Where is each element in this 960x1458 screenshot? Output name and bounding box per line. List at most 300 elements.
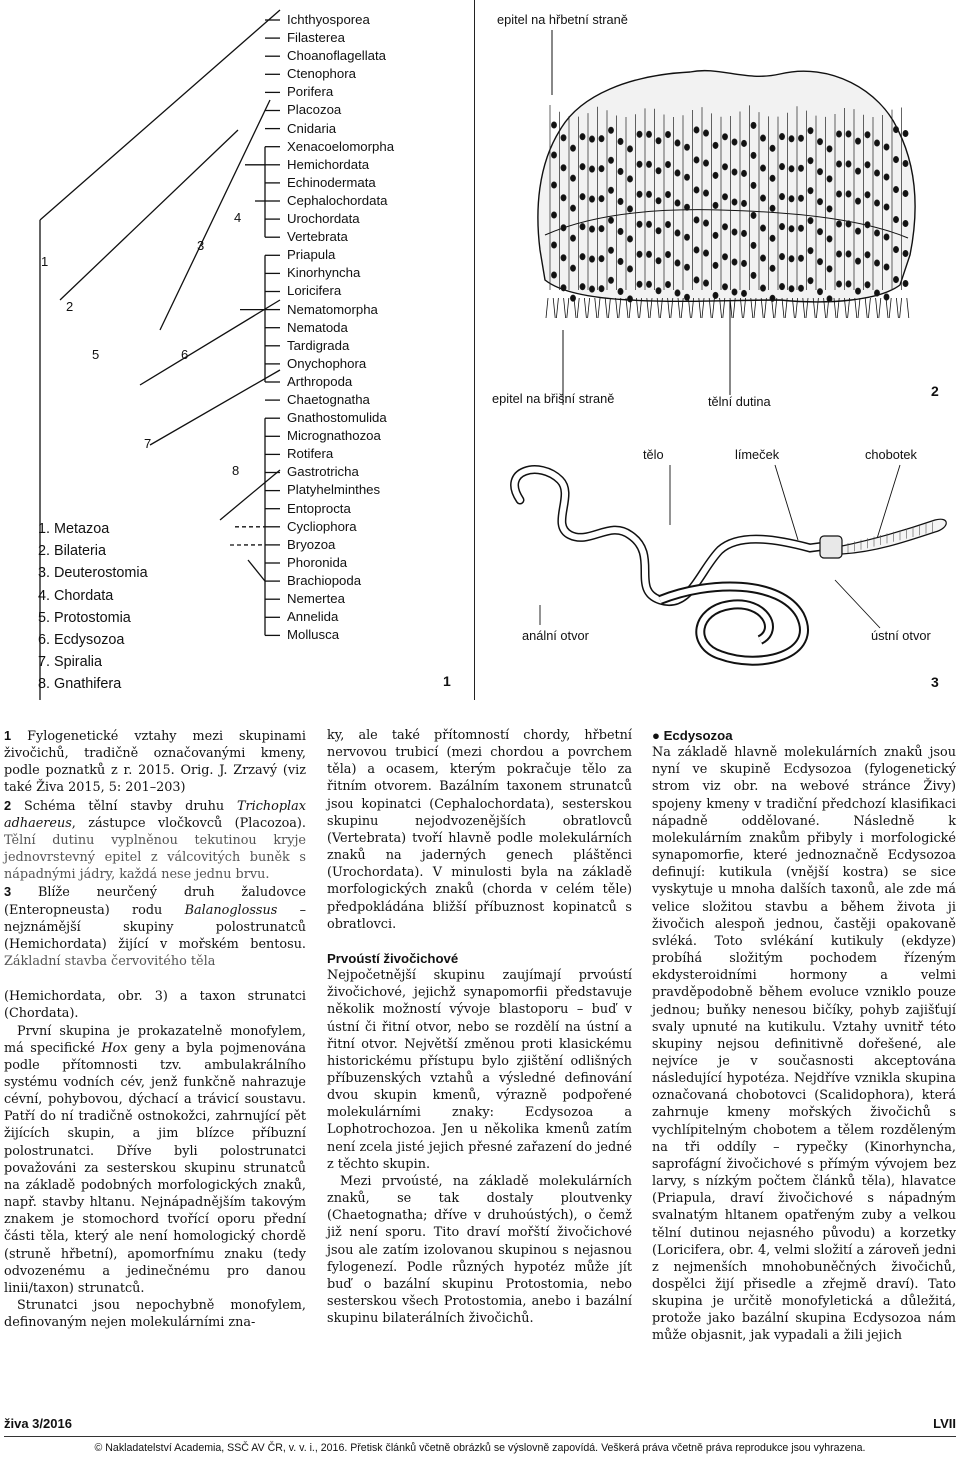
cilium [886,298,888,318]
column-2-paragraph-2: Nejpočetnější skupinu zaujímají prvoústí živočichové, jejichž synapomorfii představuje několik možností vývoje blastoporu – buď v ústní či řitní otvor, nebo se rozdělí na ústní a řitní otvor. Největší změnou proti klasickému historickému přístupu bylo zjištění odlišných příbuzenských vztahů a výsledné definování dvou skupin kmenů, výrazně podpořené molekulárními znaky: Ecdysozoa a Lophotrochozoa. Jen u několika kmenů zatím není zcela jisté jejich přesné zařazení do jedné z těchto skupin. [327,968,632,1172]
cell-nucleus [789,226,794,232]
cell-nucleus [893,276,898,282]
cell-nucleus [589,136,594,142]
cell-nucleus [713,202,718,208]
cell-nucleus [713,142,718,148]
cell-nucleus [608,157,613,163]
cilium [605,298,607,318]
tree-branch [160,100,270,330]
cell-nucleus [741,260,746,266]
cell-nucleus [808,217,813,223]
taxon-label: Porifera [287,84,334,100]
cell-nucleus [865,282,870,288]
cell-nucleus [732,139,737,145]
trichoplax-illustration [480,0,960,440]
label-anus: anální otvor [522,628,589,643]
legend-item: 4. Chordata [38,587,114,604]
cell-nucleus [608,277,613,283]
taxon-label: Nematomorpha [287,301,378,317]
cell-nucleus [580,163,585,169]
cell-nucleus [779,133,784,139]
cell-nucleus [732,229,737,235]
cell-nucleus [789,136,794,142]
cell-nucleus [694,217,699,223]
label-collar: límeček [735,447,780,462]
cell-nucleus [779,223,784,229]
cell-nucleus [665,161,670,167]
cell-nucleus [618,228,623,234]
cell-nucleus [893,156,898,162]
cell-nucleus [646,221,651,227]
cilium [889,298,891,318]
cell-nucleus [741,170,746,176]
legend-item: 7. Spiralia [38,654,102,671]
taxon-label: Phoronida [287,554,348,570]
node-label-1: 1 [41,254,49,269]
cell-nucleus [798,135,803,141]
cilium [761,298,763,318]
tree-branch [248,560,265,581]
column-3 [652,727,956,1345]
cell-nucleus [694,247,699,253]
taxon-label: Choanoflagellata [287,48,386,64]
taxon-label: Cycliophora [287,518,357,534]
cilium [595,298,597,318]
taxon-label: Priapula [287,247,336,263]
cell-nucleus [903,250,908,256]
page-number: LVII [933,1416,956,1431]
cilium [577,298,579,318]
cell-nucleus [827,206,832,212]
cell-nucleus [551,272,556,278]
cilium [553,298,555,318]
cell-nucleus [570,175,575,181]
cell-nucleus [903,130,908,136]
legend-item: 1. Metazoa [38,521,110,537]
cell-nucleus [580,253,585,259]
taxon-label: Placozoa [287,102,342,118]
legend-item: 2. Bilateria [38,543,106,560]
cell-nucleus [656,258,661,264]
cell-nucleus [732,199,737,205]
taxon-label: Urochordata [287,211,360,227]
cell-nucleus [827,236,832,242]
cilium [865,298,867,318]
cell-nucleus [760,165,765,171]
figure-2-number: 2 [931,383,939,399]
cell-nucleus [551,122,556,128]
label-body: tělo [643,447,664,462]
cell-nucleus [722,254,727,260]
taxon-label: Kinorhyncha [287,265,361,281]
cell-nucleus [656,168,661,174]
node-label-6: 6 [181,347,189,362]
cell-nucleus [637,191,642,197]
cell-nucleus [722,194,727,200]
cell-nucleus [836,251,841,257]
cilium [900,298,902,318]
taxon-label: Gnathostomulida [287,410,387,426]
cell-nucleus [675,200,680,206]
cell-nucleus [608,187,613,193]
taxon-label: Ctenophora [287,66,356,82]
cell-nucleus [846,221,851,227]
cell-nucleus [703,160,708,166]
node-label-2: 2 [66,299,74,314]
label-dorsal-epithelium: epitel na hřbetní straně [497,12,628,27]
cell-nucleus [665,221,670,227]
column-1-paragraph-1: (Hemichordata, obr. 3) a taxon strunatci (Chordata). [4,989,306,1022]
cell-nucleus [561,165,566,171]
cell-nucleus [656,228,661,234]
column-2 [327,727,632,1327]
cell-nucleus [551,182,556,188]
cell-nucleus [770,265,775,271]
cell-nucleus [637,281,642,287]
cilium [896,298,898,318]
cell-nucleus [703,220,708,226]
cell-nucleus [570,235,575,241]
cell-nucleus [741,200,746,206]
cell-nucleus [798,195,803,201]
cell-nucleus [627,146,632,152]
cell-nucleus [627,176,632,182]
cell-nucleus [722,164,727,170]
cell-nucleus [713,172,718,178]
cell-nucleus [665,251,670,257]
cilium [751,298,753,318]
cell-nucleus [865,252,870,258]
cell-nucleus [808,277,813,283]
cell-nucleus [570,205,575,211]
cell-nucleus [751,242,756,248]
cell-nucleus [865,222,870,228]
cell-nucleus [808,247,813,253]
bullet-icon: ● [652,728,664,743]
cell-nucleus [684,204,689,210]
cell-nucleus [779,253,784,259]
cell-nucleus [827,176,832,182]
cell-nucleus [618,198,623,204]
cilium [858,298,860,318]
taxon-label: Gastrotricha [287,464,359,480]
tree-branch [60,130,238,300]
cell-nucleus [836,191,841,197]
cell-nucleus [751,182,756,188]
cell-nucleus [865,132,870,138]
cell-nucleus [874,260,879,266]
cell-nucleus [722,134,727,140]
column-1-paragraph-2: První skupina je prokazatelně monofylem, má specifické Hox geny a byla pojmenována podle přítomnosti tzv. ambulakrálního systému vodních cév, jenž funkčně nahrazuje cévní, pohybovou, dýchací a trávicí soustavu. Patří do ní tradičně ostnokožci, zahrnující pět žijících skupin, a jim blízce příbuzní polostrunatci. Dříve byli polostrunatci považováni za sesterskou skupinu strunatců na základě podobných morfologických znaků, např. stavby hltanu. Nejnápadnějším takovým znakem je stomochord tvořící oporu přední části těla, který ale není homologický chordě (struně hřbetní), apomorfnímu znaku (tedy odvozenému a jedinečnému pro danou linii/taxon) strunatců. [4,1023,307,1296]
cell-nucleus [732,259,737,265]
cilium [855,298,857,318]
cell-nucleus [846,281,851,287]
taxon-label: Xenacoelomorpha [287,138,395,154]
tree-branch [40,10,280,220]
tree-branch [140,300,280,385]
cell-nucleus [589,286,594,292]
cell-nucleus [817,168,822,174]
cell-nucleus [760,135,765,141]
cell-nucleus [798,255,803,261]
cell-nucleus [570,265,575,271]
taxon-label: Vertebrata [287,229,348,245]
cell-nucleus [589,196,594,202]
cell-nucleus [789,286,794,292]
cell-nucleus [855,288,860,294]
cell-nucleus [836,161,841,167]
cell-nucleus [836,131,841,137]
tree-branch [220,470,280,520]
taxon-label: Ichthyosporea [287,12,370,27]
column-2-paragraph-1: ky, ale také přítomností chordy, hřbetní nervovou trubicí (mezi chordou a povrchem těla) a ocasem, kterým pokračuje tělo za řitním otvorem. Bazálním taxonem strunatců jsou kopinatci (Cephalochordata), sesterskou skupinu nejodvozenějších obratlovců (Vertebrata) tvoří hlavně podle molekulárních znaků na jaderných genech pláštěnci (Urochordata). V minulosti byla na základě morfologických znaků (chorda v celém těle) předpokládána bližší příbuznost kopinatců s obratlovci. [327,728,632,932]
cell-nucleus [561,225,566,231]
cell-nucleus [836,221,841,227]
taxa-list [287,11,394,644]
cilium [868,298,870,318]
cell-nucleus [741,140,746,146]
cell-nucleus [884,144,889,150]
node-label-4: 4 [234,210,242,225]
cell-nucleus [637,161,642,167]
cell-nucleus [798,165,803,171]
cell-nucleus [903,190,908,196]
column-captions [4,727,306,1331]
cell-nucleus [599,135,604,141]
cell-nucleus [551,242,556,248]
cell-nucleus [741,230,746,236]
cell-nucleus [732,169,737,175]
balanoglossus-illustration [480,440,960,700]
cell-nucleus [637,251,642,257]
taxon-label: Tardigrada [287,337,350,353]
caption-3: 3 Blíže neurčený druh žaludovce (Enteropneusta) rodu Balanoglossus – nejznámější skupiny polostrunatců (Hemichordata) žijící v mořském bentosu. Základní stavba červovitého těla [4,884,306,970]
cilium [588,298,590,318]
cell-nucleus [855,168,860,174]
cell-nucleus [874,170,879,176]
cell-nucleus [580,283,585,289]
journal-issue: živa 3/2016 [4,1416,72,1431]
cell-nucleus [874,140,879,146]
cell-nucleus [694,127,699,133]
cell-nucleus [827,266,832,272]
cell-nucleus [884,264,889,270]
cell-nucleus [656,288,661,294]
cell-nucleus [836,281,841,287]
cell-nucleus [551,212,556,218]
cell-nucleus [893,246,898,252]
cell-nucleus [703,190,708,196]
cell-nucleus [599,285,604,291]
cell-nucleus [760,195,765,201]
cell-nucleus [855,258,860,264]
cell-nucleus [703,250,708,256]
cell-nucleus [599,165,604,171]
cilium [584,298,586,318]
cell-nucleus [855,198,860,204]
taxon-label: Brachiopoda [287,572,362,588]
cell-nucleus [751,272,756,278]
cell-nucleus [599,195,604,201]
taxon-label: Micrognathozoa [287,428,381,444]
cell-nucleus [846,251,851,257]
cilium [907,298,909,318]
cilium [564,298,566,318]
copyright-notice: © Nakladatelství Academia, SSČ AV ČR, v. v. i., 2016. Přetisk článků včetně obrázků se výslovně zapovídá. Veškerá práva včetně práva reprodukce jsou vyhrazena. [94,1442,866,1454]
cell-nucleus [637,221,642,227]
cell-nucleus [656,138,661,144]
caption-2: 2 Schéma tělní stavby druhu Trichoplax adhaereus, zástupce vločkovců (Placozoa). Tělní dutinu vyplněnou tekutinou kryje jednovrstevný epitel z válcovitých buněk s nápadnými jádry, každá nese jednu brvu. [4,797,306,883]
cell-nucleus [846,131,851,137]
cell-nucleus [903,280,908,286]
cell-nucleus [817,198,822,204]
cell-nucleus [570,295,575,301]
cell-nucleus [646,161,651,167]
taxon-label: Chaetognatha [287,391,370,407]
cell-nucleus [561,135,566,141]
cell-nucleus [760,255,765,261]
node-label-3: 3 [197,238,205,253]
cell-nucleus [627,236,632,242]
cell-nucleus [561,255,566,261]
cell-nucleus [580,193,585,199]
cell-nucleus [893,186,898,192]
label-proboscis: chobotek [865,447,917,462]
cell-nucleus [713,292,718,298]
cilium [608,298,610,318]
cell-nucleus [903,160,908,166]
cell-nucleus [675,170,680,176]
cell-nucleus [884,234,889,240]
legend-item: 8. Gnathifera [38,676,122,693]
cilium [879,298,881,318]
taxon-label: Arthropoda [287,373,353,389]
cell-nucleus [713,232,718,238]
taxon-label: Rotifera [287,446,334,462]
legend-item: 6. Ecdysozoa [38,632,125,649]
tree-branch [150,370,280,445]
cell-nucleus [808,157,813,163]
taxon-label: Entoprocta [287,500,351,516]
taxon-label: Echinodermata [287,174,376,190]
taxon-label: Nematoda [287,319,348,335]
cell-nucleus [722,284,727,290]
cell-nucleus [675,230,680,236]
cell-nucleus [732,289,737,295]
cell-nucleus [846,191,851,197]
cell-nucleus [779,163,784,169]
cell-nucleus [637,131,642,137]
cell-nucleus [789,166,794,172]
cell-nucleus [770,295,775,301]
node-label-7: 7 [144,436,152,451]
cell-nucleus [893,126,898,132]
cell-nucleus [827,296,832,302]
cell-nucleus [694,187,699,193]
cell-nucleus [618,168,623,174]
footer-rule [4,1436,956,1437]
cell-nucleus [570,145,575,151]
cell-nucleus [789,196,794,202]
cell-nucleus [608,247,613,253]
cell-nucleus [741,290,746,296]
taxon-label: Hemichordata [287,156,370,172]
cell-nucleus [865,162,870,168]
cell-nucleus [798,285,803,291]
cell-nucleus [608,217,613,223]
cell-nucleus [618,288,623,294]
cell-nucleus [675,140,680,146]
cell-nucleus [694,277,699,283]
taxon-label: Onychophora [287,355,367,371]
cell-nucleus [589,226,594,232]
taxon-label: Loricifera [287,283,342,299]
taxon-label: Mollusca [287,627,340,643]
cell-nucleus [646,191,651,197]
cell-nucleus [865,192,870,198]
figure-3-number: 3 [931,674,939,690]
heading-protostomia: Prvoústí živočichové [327,950,459,966]
tree-legend [38,518,148,696]
cell-nucleus [779,193,784,199]
legend-item: 3. Deuterostomia [38,565,148,582]
taxon-label: Cephalochordata [287,192,388,208]
cell-nucleus [760,285,765,291]
cell-nucleus [817,288,822,294]
cell-nucleus [855,138,860,144]
legend-item: 5. Protostomia [38,609,131,626]
column-1-paragraph-3: Strunatci jsou nepochybně monofylem, definovaným nejen molekulárními zna- [4,1298,306,1331]
cell-nucleus [646,281,651,287]
column-2-paragraph-3: Mezi prvoústé, na základě molekulárních znaků, se tak dostaly ploutvenky (Chaetognatha; dříve v druhoústých), o čemž již není sporu. Tito draví mořští živočichové jsou ale zatím izolovanou skupinou s nejasnou fylogenezí. Podle různých hypotéz může jít buď o bazální skupinu Protostomia, nebo sesterskou všech Protostomia, anebo i bazální skupinu bilaterálních živočichů. [327,1173,632,1327]
cell-nucleus [646,131,651,137]
cell-nucleus [874,290,879,296]
cilium [619,298,621,318]
cell-nucleus [665,191,670,197]
cell-nucleus [627,206,632,212]
figure-1-number: 1 [443,673,451,689]
node-label-8: 8 [232,463,240,478]
cell-nucleus [627,296,632,302]
node-label-5: 5 [92,347,100,362]
cell-nucleus [808,187,813,193]
cell-nucleus [703,280,708,286]
cell-nucleus [789,256,794,262]
cell-nucleus [675,260,680,266]
taxon-label: Nemertea [287,591,345,606]
cell-nucleus [608,127,613,133]
cell-nucleus [703,130,708,136]
taxon-label: Cnidaria [287,120,337,136]
cell-nucleus [893,216,898,222]
cell-nucleus [808,127,813,133]
cilium [556,298,558,318]
cilium [546,298,548,318]
cell-nucleus [817,138,822,144]
cell-nucleus [684,144,689,150]
cell-nucleus [751,122,756,128]
cell-nucleus [770,145,775,151]
cell-nucleus [770,205,775,211]
cilium [764,298,766,318]
taxon-label: Bryozoa [287,536,336,552]
heading-ecdysozoa: ● Ecdysozoa [652,728,733,743]
cilium [775,298,777,318]
cell-nucleus [751,152,756,158]
cilium [567,298,569,318]
cell-nucleus [770,175,775,181]
cell-nucleus [713,262,718,268]
